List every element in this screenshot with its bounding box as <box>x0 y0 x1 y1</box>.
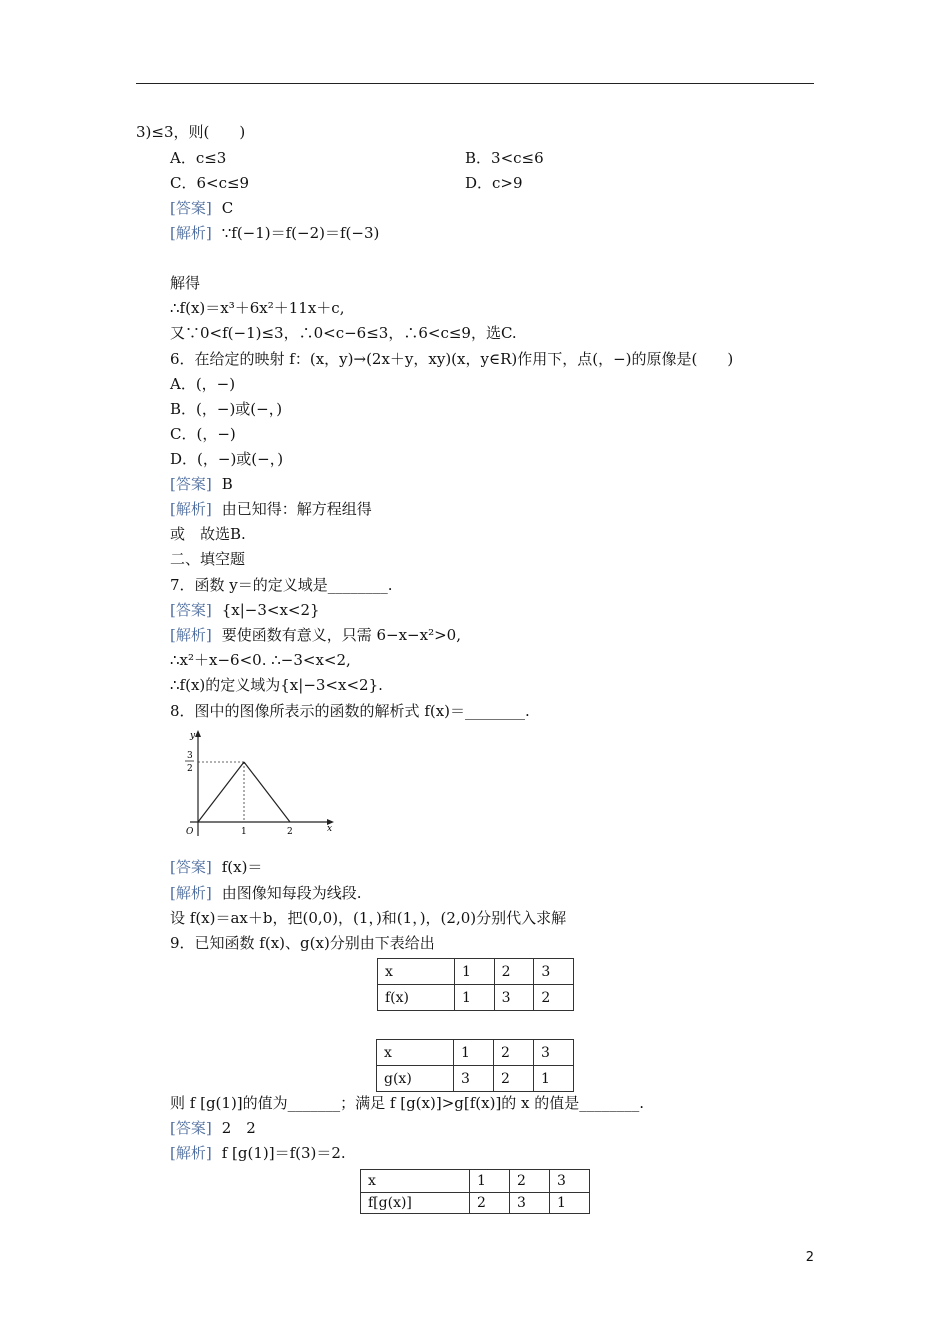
option-a: A．(，−) <box>170 375 236 393</box>
table-cell: 3 <box>534 959 574 985</box>
table-cell: 3 <box>510 1193 550 1214</box>
solution-text: 由已知得：解方程组得 <box>221 500 372 518</box>
solution-text: f [g(1)]＝f(3)＝2. <box>221 1144 346 1162</box>
table-cell: 2 <box>534 985 574 1011</box>
table-cell: x <box>377 1040 454 1066</box>
text-line: ∴f(x)的定义域为{x|−3<x<2}. <box>170 676 383 694</box>
answer-value: B <box>221 475 233 493</box>
segment-rising <box>198 762 244 822</box>
question-6: 6．在给定的映射 f：(x，y)→(2x＋y，xy)(x，y∈R)作用下，点(，−)的原像是( ) <box>170 350 734 368</box>
table-cell: g(x) <box>377 1066 454 1092</box>
table-cell: f[g(x)] <box>361 1193 470 1214</box>
option-b: B．(，−)或(−，) <box>170 400 283 418</box>
table-cell: 1 <box>455 985 495 1011</box>
table-fg <box>360 1169 590 1214</box>
function-graph <box>172 728 342 846</box>
answer-value: {x|−3<x<2} <box>221 601 320 619</box>
table-cell: 3 <box>454 1066 494 1092</box>
table-cell: x <box>361 1170 470 1193</box>
text-line: 设 f(x)＝ax＋b，把(0,0)，(1，)和(1，)，(2,0)分别代入求解 <box>170 909 567 927</box>
text-line: ∴x²＋x−6<0. ∴−3<x<2, <box>170 651 351 669</box>
table-cell: 2 <box>470 1193 510 1214</box>
header-rule <box>136 83 814 84</box>
table-cell: x <box>378 959 455 985</box>
answer-value: C <box>221 199 234 217</box>
table-cell: 1 <box>454 1040 494 1066</box>
answer-tag: [答案] <box>170 199 212 217</box>
answer-line <box>170 474 233 494</box>
text-line: 3)≤3，则( ) <box>136 123 246 141</box>
origin-label: O <box>186 827 194 837</box>
table-row <box>361 1193 590 1214</box>
x-axis-label: x <box>327 824 333 834</box>
text-line: 则 f [g(1)]的值为_______；满足 f [g(x)]>g[f(x)]的 x 的值是________. <box>170 1094 645 1112</box>
text-line: 解得 <box>170 274 201 292</box>
solution-line <box>170 883 362 903</box>
question-7: 7．函数 y＝的定义域是________. <box>170 576 393 594</box>
answer-value: f(x)＝ <box>221 858 263 876</box>
table-cell: 1 <box>470 1170 510 1193</box>
page-number: 2 <box>805 1250 814 1265</box>
solution-tag: [解析] <box>170 224 212 242</box>
answer-tag: [答案] <box>170 601 212 619</box>
table-cell: 2 <box>494 1040 534 1066</box>
option-c: C．(，−) <box>170 425 236 443</box>
table-cell: 1 <box>550 1193 590 1214</box>
text-line: 或 故选B. <box>170 525 246 543</box>
answer-tag: [答案] <box>170 475 212 493</box>
table-cell: 1 <box>534 1066 574 1092</box>
section-heading: 二、填空题 <box>170 550 246 568</box>
table-row <box>361 1170 590 1193</box>
answer-line <box>170 857 262 877</box>
table-row <box>377 1066 574 1092</box>
table-row <box>378 959 574 985</box>
table-cell: f(x) <box>378 985 455 1011</box>
solution-line <box>170 1143 346 1163</box>
question-8: 8．图中的图像所表示的函数的解析式 f(x)＝________. <box>170 702 530 720</box>
solution-text: 由图像知每段为线段. <box>221 884 362 902</box>
answer-line <box>170 198 233 218</box>
solution-tag: [解析] <box>170 500 212 518</box>
answer-line <box>170 600 320 620</box>
table-cell: 3 <box>550 1170 590 1193</box>
table-cell: 1 <box>455 959 495 985</box>
table-cell: 2 <box>494 1066 534 1092</box>
option-c: C．6<c≤9 <box>170 174 250 192</box>
y-axis-label: y <box>190 731 196 741</box>
x-tick-label: 2 <box>287 827 293 837</box>
table-cell: 2 <box>510 1170 550 1193</box>
solution-line <box>170 625 461 645</box>
answer-tag: [答案] <box>170 858 212 876</box>
option-d: D．(，−)或(−，) <box>170 450 284 468</box>
text-line: ∴f(x)＝x³＋6x²＋11x＋c, <box>170 299 345 317</box>
solution-line <box>170 223 379 243</box>
x-tick-label: 1 <box>241 827 247 837</box>
solution-tag: [解析] <box>170 884 212 902</box>
table-row <box>377 1040 574 1066</box>
table-row <box>378 985 574 1011</box>
answer-value: 2 2 <box>221 1119 256 1137</box>
answer-line <box>170 1118 256 1138</box>
solution-tag: [解析] <box>170 626 212 644</box>
y-tick-label: 3 <box>187 751 193 761</box>
table-cell: 2 <box>494 959 534 985</box>
question-9: 9．已知函数 f(x)、g(x)分别由下表给出 <box>170 934 435 952</box>
solution-text: 要使函数有意义，只需 6−x−x²>0, <box>221 626 461 644</box>
y-axis-arrow <box>195 730 201 737</box>
table-cell: 3 <box>494 985 534 1011</box>
y-tick-label: 2 <box>187 764 193 774</box>
option-a: A．c≤3 <box>170 149 227 167</box>
text-line: 又∵0<f(−1)≤3，∴0<c−6≤3，∴6<c≤9，选C. <box>170 324 517 342</box>
solution-text: ∵f(−1)＝f(−2)＝f(−3) <box>221 224 380 242</box>
segment-falling <box>244 762 290 822</box>
table-g <box>376 1039 574 1092</box>
table-f <box>377 958 574 1011</box>
table-cell: 3 <box>534 1040 574 1066</box>
option-b: B．3<c≤6 <box>465 149 544 167</box>
answer-tag: [答案] <box>170 1119 212 1137</box>
solution-line <box>170 499 372 519</box>
option-d: D．c>9 <box>465 174 523 192</box>
solution-tag: [解析] <box>170 1144 212 1162</box>
